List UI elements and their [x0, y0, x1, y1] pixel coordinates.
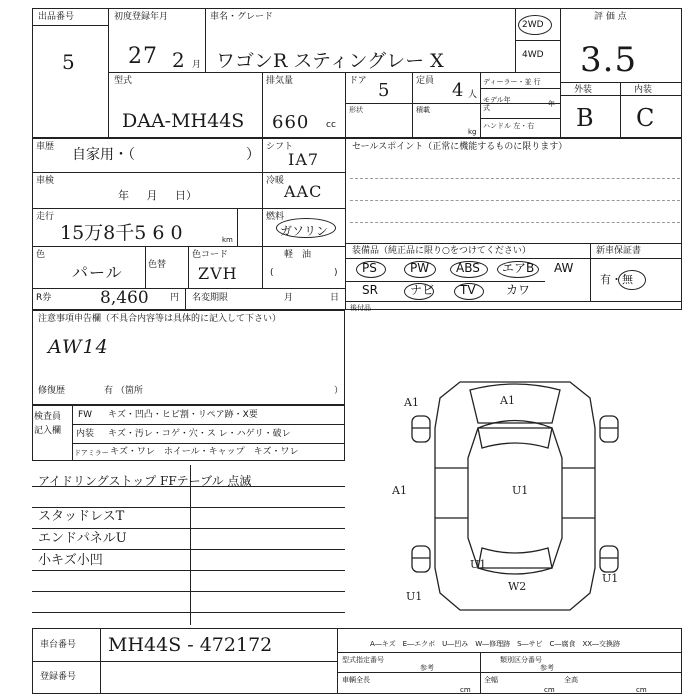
exterior-value: B — [576, 104, 595, 132]
diagram-wheel-rl — [412, 546, 430, 572]
color-change-label: 色替 — [148, 260, 167, 270]
chassis-label: 車台番号 — [40, 640, 77, 650]
handle-label: ハンドル 左・右 — [483, 122, 535, 130]
score-value: 3.5 — [580, 40, 638, 80]
capacity-unit: 人 — [468, 90, 478, 100]
history-label: 車歴 — [36, 142, 55, 152]
equip-airbag: エアB — [502, 261, 535, 275]
load-label: 積載 — [416, 106, 430, 114]
recycle-value: 8,460 — [100, 288, 149, 308]
inspector-row-text-1: キズ・汚レ・コゲ・穴・ス レ・ハゲリ・破レ — [108, 429, 291, 439]
fuel-value: ガソリン — [280, 224, 329, 238]
type-cert-label: 型式指定番号 — [342, 656, 384, 664]
color-code-value: ZVH — [198, 264, 238, 283]
mark-u1-rear-left: U1 — [406, 590, 423, 603]
circle-abs — [450, 261, 488, 278]
interior-value: C — [636, 104, 656, 132]
equip-leather: カワ — [506, 283, 531, 297]
circle-tv — [454, 283, 484, 300]
repair-close: ） — [334, 386, 344, 396]
diagram-windshield — [478, 421, 552, 449]
length-unit: cm — [460, 686, 471, 694]
equip-abs: ABS — [456, 261, 480, 275]
first-reg-year: 27 — [128, 44, 158, 69]
drive-4wd: 4WD — [522, 50, 544, 60]
type-cert-ref: 参考 — [420, 664, 434, 672]
name-value: ワゴンR スティングレー X — [216, 50, 444, 72]
reg-label: 登録番号 — [40, 672, 77, 682]
ac-value: AAC — [284, 182, 323, 201]
car-damage-diagram — [390, 368, 640, 618]
equip-ps: PS — [362, 261, 377, 275]
mark-a1-left-side: A1 — [392, 484, 407, 497]
exterior-label: 外装 — [574, 85, 593, 95]
remark-line-1: スタッドレスT — [38, 509, 125, 524]
load-unit: kg — [468, 128, 477, 136]
inspector-row-name-1: 内装 — [76, 429, 95, 439]
inspection-value: 年 月 日） — [118, 189, 197, 202]
shift-value: IA7 — [288, 150, 320, 169]
recycle-label: R券 — [36, 293, 52, 303]
doors-label: ドア — [349, 76, 367, 86]
model-label: 型式 — [114, 76, 133, 86]
color-label: 色 — [36, 250, 46, 260]
mark-w2-rear: W2 — [508, 580, 527, 593]
repair-label: 修復歴 — [38, 386, 66, 396]
score-label: 評 価 点 — [594, 12, 627, 22]
diagram-wheel-rr — [600, 546, 618, 572]
diesel-paren-open: ( — [270, 268, 274, 278]
capacity-label: 定員 — [416, 76, 435, 86]
ac-label: 冷暖 — [266, 176, 285, 186]
model-year-label: モデル年式 — [483, 96, 511, 112]
inspector-row-text-0: キズ・凹凸・ヒビ割・リペア跡・X要 — [108, 410, 258, 420]
mark-u1-center: U1 — [512, 484, 529, 497]
equip-navi: ナビ — [410, 283, 435, 297]
remark-line-0: アイドリングストップ FFテーブル 点滅 — [38, 474, 252, 488]
chassis-value: MH44S - 472172 — [108, 634, 273, 656]
circle-airbag — [497, 261, 539, 278]
lot-value: 5 — [62, 50, 76, 74]
equip-sr: SR — [362, 283, 378, 297]
shift-label: シフト — [266, 142, 294, 152]
category-ref: 参考 — [540, 664, 554, 672]
displacement-label: 排気量 — [266, 76, 294, 86]
first-reg-month: 2 — [172, 48, 186, 72]
equip-aw: AW — [554, 261, 574, 275]
length-label: 車輌全長 — [342, 676, 370, 684]
inspector-row-text-2: キズ・ワレ ホイール・キャップ キズ・ワレ — [110, 447, 299, 457]
fuel-label: 燃料 — [266, 212, 285, 222]
inspector-row-name-0: FW — [78, 410, 93, 420]
mark-u1-rear-right: U1 — [602, 572, 619, 585]
circle-ps — [356, 261, 386, 278]
month-unit: 月 — [192, 60, 202, 70]
circle-navi — [404, 283, 434, 300]
repair-value: 有 （箇所 — [104, 386, 143, 396]
equip-tv: TV — [460, 283, 476, 297]
width-label: 全幅 — [484, 676, 498, 684]
mileage-unit: km — [222, 236, 233, 244]
diesel-label: 軽 油 — [284, 250, 312, 260]
category-label: 類別区分番号 — [500, 656, 542, 664]
deadline-day: 日 — [330, 293, 340, 303]
name-label: 車名・グレード — [210, 12, 274, 22]
inspection-label: 車検 — [36, 176, 55, 186]
notes-label: 注意事項申告欄（不具合内容等は具体的に記入して下さい） — [38, 314, 282, 324]
drive-2wd: 2WD — [522, 20, 544, 30]
warranty-options: 有・無 — [600, 273, 633, 286]
deadline-label: 名変期限 — [192, 293, 229, 303]
diagram-wheel-fl — [412, 416, 430, 442]
equip-pw: PW — [410, 261, 430, 275]
diagram-wheel-fr — [600, 416, 618, 442]
diagram-front-hood — [470, 384, 560, 423]
drive-2wd-circle — [518, 15, 552, 35]
warranty-circle — [618, 270, 646, 290]
equipment-label: 装備品（純正品に限り○をつけてください） — [352, 246, 531, 256]
dealer-label: ディーラー・並 行 — [483, 78, 541, 86]
shape-label: 形状 — [349, 106, 363, 114]
damage-legend: A―キズ E―エクボ U―凹み W―修理跡 S―サビ C―腐食 XX―交換跡 — [370, 640, 621, 648]
circle-pw — [404, 261, 436, 278]
width-unit: cm — [544, 686, 555, 694]
height-label: 全高 — [564, 676, 578, 684]
color-code-label: 色コード — [192, 250, 229, 260]
height-unit: cm — [636, 686, 647, 694]
displacement-unit: cc — [326, 120, 336, 130]
inspector-label-2: 記入欄 — [34, 426, 62, 436]
sales-point-label: セールスポイント（正常に機能するものに限ります） — [352, 142, 568, 152]
notes-value: AW14 — [48, 336, 109, 358]
mark-a1-front: A1 — [500, 394, 515, 407]
mileage-value: 15万8千5 6 0 — [60, 222, 183, 244]
history-close: ） — [246, 147, 260, 163]
diesel-paren-close: ) — [334, 268, 338, 278]
lot-label: 出品番号 — [38, 12, 75, 22]
model-value: DAA-MH44S — [122, 110, 245, 132]
deadline-month: 月 — [284, 293, 294, 303]
warranty-label: 新車保証書 — [596, 246, 642, 256]
recycle-unit: 円 — [170, 293, 180, 303]
inspector-row-name-2: ドアミラー — [74, 449, 109, 457]
history-value: 自家用・（ — [72, 147, 135, 163]
capacity-value: 4 — [452, 80, 465, 101]
aftermarket-label: 後付品 — [350, 304, 371, 312]
year-unit: 年 — [548, 100, 555, 108]
inspector-label-1: 検査員 — [34, 412, 62, 422]
diagram-roof — [468, 428, 562, 568]
doors-value: 5 — [378, 80, 391, 101]
interior-label: 内装 — [634, 85, 653, 95]
fuel-circle — [276, 218, 336, 238]
mark-u1-rear-center: U1 — [470, 558, 487, 571]
color-value: パール — [72, 263, 123, 282]
first-reg-label: 初度登録年月 — [114, 12, 169, 22]
remark-line-2: エンドパネルU — [38, 531, 127, 546]
remark-line-3: 小キズ小凹 — [38, 553, 103, 568]
diagram-rear-window — [478, 548, 552, 574]
mileage-label: 走行 — [36, 212, 55, 222]
mark-a1-front-left: A1 — [404, 396, 419, 409]
displacement-value: 660 — [272, 112, 310, 133]
equipment-grid — [352, 261, 592, 301]
